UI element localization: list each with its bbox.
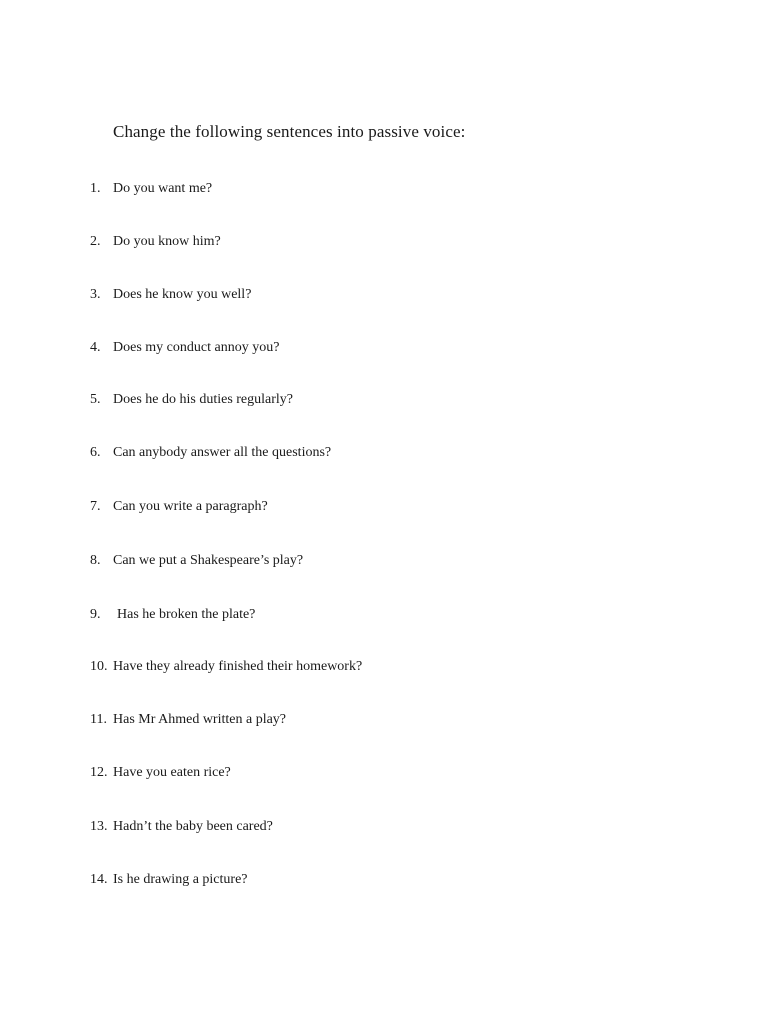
question-text: Hadn’t the baby been cared? (113, 819, 273, 834)
question-number: 13. (90, 819, 108, 834)
question-item (0, 181, 700, 203)
question-number: 8. (90, 553, 101, 568)
question-item (0, 553, 700, 575)
question-item (0, 712, 700, 734)
question-number: 7. (90, 499, 101, 514)
question-text: Does my conduct annoy you? (113, 340, 280, 355)
question-text: Do you know him? (113, 234, 221, 249)
question-item (0, 659, 700, 681)
question-number: 6. (90, 445, 101, 460)
question-text: Does he know you well? (113, 287, 252, 302)
question-item (0, 607, 700, 629)
question-item (0, 234, 700, 256)
question-number: 4. (90, 340, 101, 355)
question-text: Have they already finished their homework? (113, 659, 363, 674)
question-item (0, 340, 700, 362)
question-number: 11. (90, 712, 107, 727)
question-text: Is he drawing a picture? (113, 872, 248, 887)
question-number: 14. (90, 872, 108, 887)
question-number: 3. (90, 287, 101, 302)
question-text: Can you write a paragraph? (113, 499, 268, 514)
question-item (0, 872, 700, 894)
question-text: Can we put a Shakespeare’s play? (113, 553, 304, 568)
worksheet-instruction: Change the following sentences into passive voice: (113, 122, 466, 141)
question-number: 2. (90, 234, 101, 249)
question-item (0, 287, 700, 309)
question-number: 1. (90, 181, 101, 196)
question-number: 12. (90, 765, 108, 780)
question-text: Does he do his duties regularly? (113, 392, 294, 407)
question-text: Can anybody answer all the questions? (113, 445, 332, 460)
question-item (0, 499, 700, 521)
question-text: Has he broken the plate? (117, 607, 256, 622)
question-item (0, 765, 700, 787)
question-text: Do you want me? (113, 181, 213, 196)
question-item (0, 819, 700, 841)
question-number: 9. (90, 607, 101, 622)
question-number: 5. (90, 392, 101, 407)
question-item (0, 445, 700, 467)
question-number: 10. (90, 659, 108, 674)
question-item (0, 392, 700, 414)
question-text: Has Mr Ahmed written a play? (113, 712, 287, 727)
question-text: Have you eaten rice? (113, 765, 231, 780)
